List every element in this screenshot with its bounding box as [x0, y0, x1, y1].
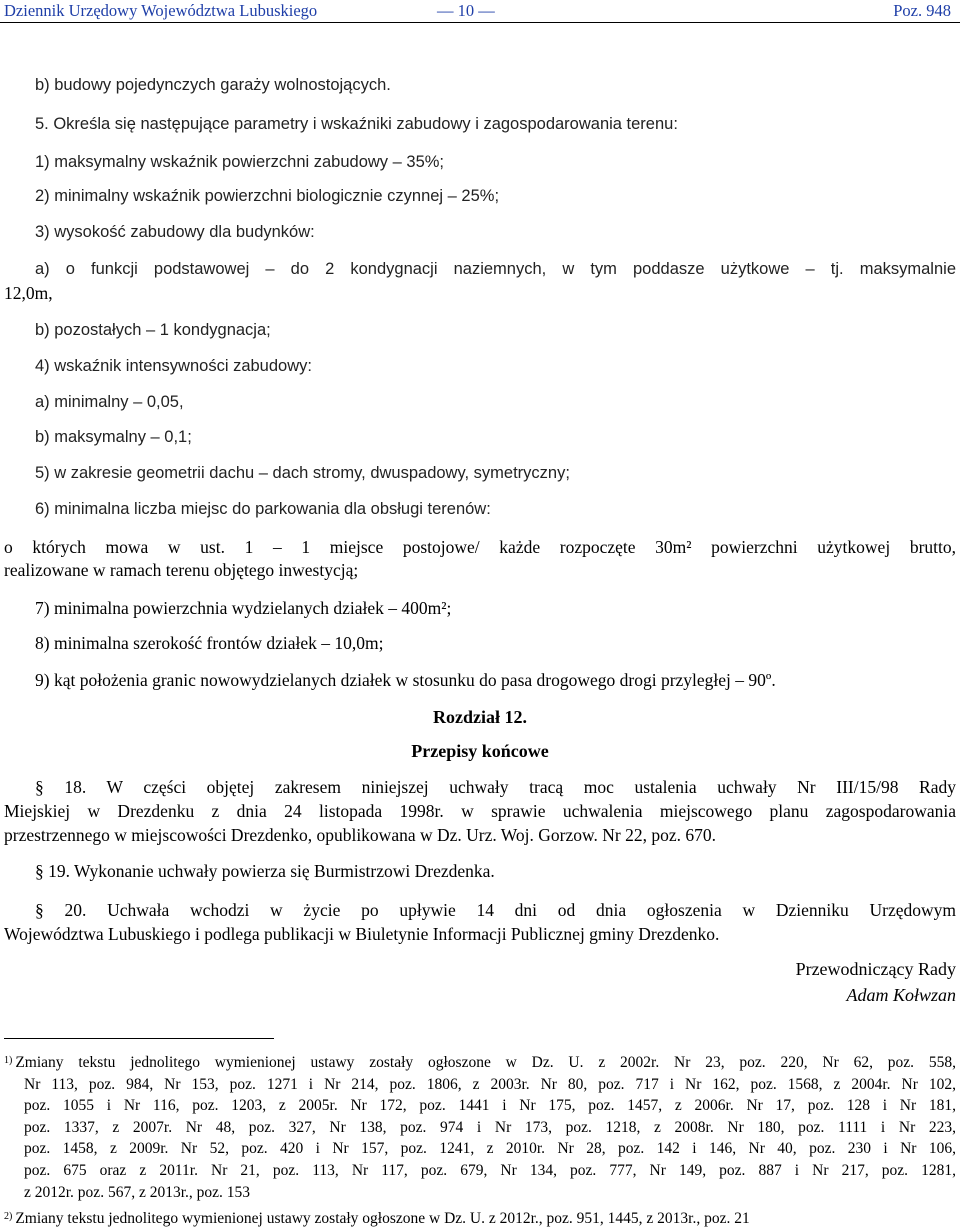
section-18 — [4, 775, 956, 847]
item-5-2: 2) minimalny wskaźnik powierzchni biologicznie czynnej – 25%; — [35, 187, 500, 205]
item-5-3b: b) pozostałych – 1 kondygnacja; — [35, 321, 271, 339]
item-5-6-line1: o których mowa w ust. 1 – 1 miejsce postojowe/ każde rozpoczęte 30m² powierzchni użytkowej brutto, — [4, 537, 956, 557]
item-5-6-line2: realizowane w ramach terenu objętego inwestycją; — [4, 560, 359, 580]
section-18-line: Miejskiej w Drezdenku z dnia 24 listopada 1998r. w sprawie uchwalenia miejscowego planu zagospodarowania — [4, 801, 956, 821]
item-5-8: 8) minimalna szerokość frontów działek – 10,0m; — [35, 633, 384, 653]
footnote-separator — [4, 1038, 274, 1039]
journal-title: Dziennik Urzędowy Województwa Lubuskiego — [4, 1, 318, 20]
chapter-number: Rozdział 12. — [433, 707, 527, 727]
page-number: — 10 — — [437, 1, 495, 20]
item-5-4a: a) minimalny – 0,05, — [35, 393, 184, 411]
page-header — [0, 0, 960, 23]
footnote-1 — [4, 1052, 956, 1203]
item-5-5: 5) w zakresie geometrii dachu – dach stromy, dwuspadowy, symetryczny; — [35, 464, 570, 482]
line-b-garaze: b) budowy pojedynczych garaży wolnostojących. — [35, 76, 391, 94]
signature-name: Adam Kołwzan — [846, 985, 956, 1005]
item-5-6: 6) minimalna liczba miejsc do parkowania dla obsługi terenów: — [35, 500, 491, 518]
footnote-2 — [4, 1208, 956, 1230]
signature-role: Przewodniczący Rady — [795, 959, 956, 979]
footnote-2-text: Zmiany tekstu jednolitego wymienionej ustawy zostały ogłoszone w Dz. U. z 2012r., poz. 951, 1445, z 2013r., poz. 21 — [15, 1210, 750, 1227]
footnote-1-line: poz. 675 oraz z 2011r. Nr 21, poz. 113, Nr 117, poz. 679, Nr 134, poz. 777, Nr 149, poz. 887 i Nr 217, poz. 1281, — [24, 1161, 956, 1179]
footnote-1-text: Zmiany tekstu jednolitego wymienionej ustawy zostały ogłoszone w Dz. U. z 2002r. Nr 23, poz. 220, Nr 62, poz. 558, — [15, 1054, 956, 1071]
section-20-line: § 20. Uchwała wchodzi w życie po upływie 14 dni od dnia ogłoszenia w Dzienniku Urzędowym — [35, 900, 956, 920]
item-5-9: 9) kąt położenia granic nowowydzielanych działek w stosunku do pasa drogowego drogi przyległej – 90º. — [35, 670, 776, 690]
item-5-4b: b) maksymalny – 0,1; — [35, 428, 192, 446]
footnote-1-marker: 1) — [4, 1055, 13, 1066]
item-5-1: 1) maksymalny wskaźnik powierzchni zabudowy – 35%; — [35, 153, 445, 171]
section-20 — [4, 898, 956, 946]
item-5: 5. Określa się następujące parametry i wskaźniki zabudowy i zagospodarowania terenu: — [35, 115, 678, 133]
item-5-7: 7) minimalna powierzchnia wydzielanych działek – 400m²; — [35, 598, 452, 618]
footnote-1-line: z 2012r. poz. 567, z 2013r., poz. 153 — [24, 1183, 251, 1201]
section-20-line: Województwa Lubuskiego i podlega publikacji w Biuletynie Informacji Publicznej gminy Drezdenko. — [4, 924, 720, 944]
item-5-3a: a) o funkcji podstawowej – do 2 kondygnacji naziemnych, w tym poddasze użytkowe – tj. maksymalnie — [35, 260, 956, 278]
section-18-line: przestrzennego w miejscowości Drezdenko, opublikowana w Dz. Urz. Woj. Gorzow. Nr 22, poz. 670. — [4, 825, 717, 845]
footnote-1-line: poz. 1337, z 2007r. Nr 48, poz. 327, Nr 138, poz. 974 i Nr 173, poz. 1218, z 2008r. Nr 180, poz. 1111 i Nr 223, — [24, 1118, 956, 1136]
footnote-1-line: poz. 1458, z 2009r. Nr 52, poz. 420 i Nr 157, poz. 1241, z 2010r. Nr 28, poz. 142 i 146, Nr 40, poz. 230 i Nr 106, — [24, 1140, 956, 1158]
footnote-2-line — [4, 1208, 956, 1230]
item-5-4: 4) wskaźnik intensywności zabudowy: — [35, 357, 312, 375]
section-19: § 19. Wykonanie uchwały powierza się Burmistrzowi Drezdenka. — [35, 861, 495, 881]
footnote-1-line: poz. 1055 i Nr 116, poz. 1203, z 2005r. Nr 172, poz. 1441 i Nr 175, poz. 1457, z 2006r. Nr 17, poz. 128 i Nr 181, — [24, 1097, 956, 1115]
chapter-title: Przepisy końcowe — [411, 741, 549, 761]
footnote-1-line: Nr 113, poz. 984, Nr 153, poz. 1271 i Nr 214, poz. 1806, z 2003r. Nr 80, poz. 717 i Nr 162, poz. 1568, z 2004r. Nr 102, — [24, 1075, 956, 1093]
item-5-3: 3) wysokość zabudowy dla budynków: — [35, 223, 315, 241]
section-18-line: § 18. W części objętej zakresem niniejszej uchwały tracą moc ustalenia uchwały Nr III/15/98 Rady — [35, 777, 956, 797]
item-5-3a-cont: 12,0m, — [4, 283, 53, 303]
footnote-1-line — [4, 1052, 956, 1074]
footnote-2-marker: 2) — [4, 1211, 13, 1222]
position-number: Poz. 948 — [893, 1, 951, 20]
